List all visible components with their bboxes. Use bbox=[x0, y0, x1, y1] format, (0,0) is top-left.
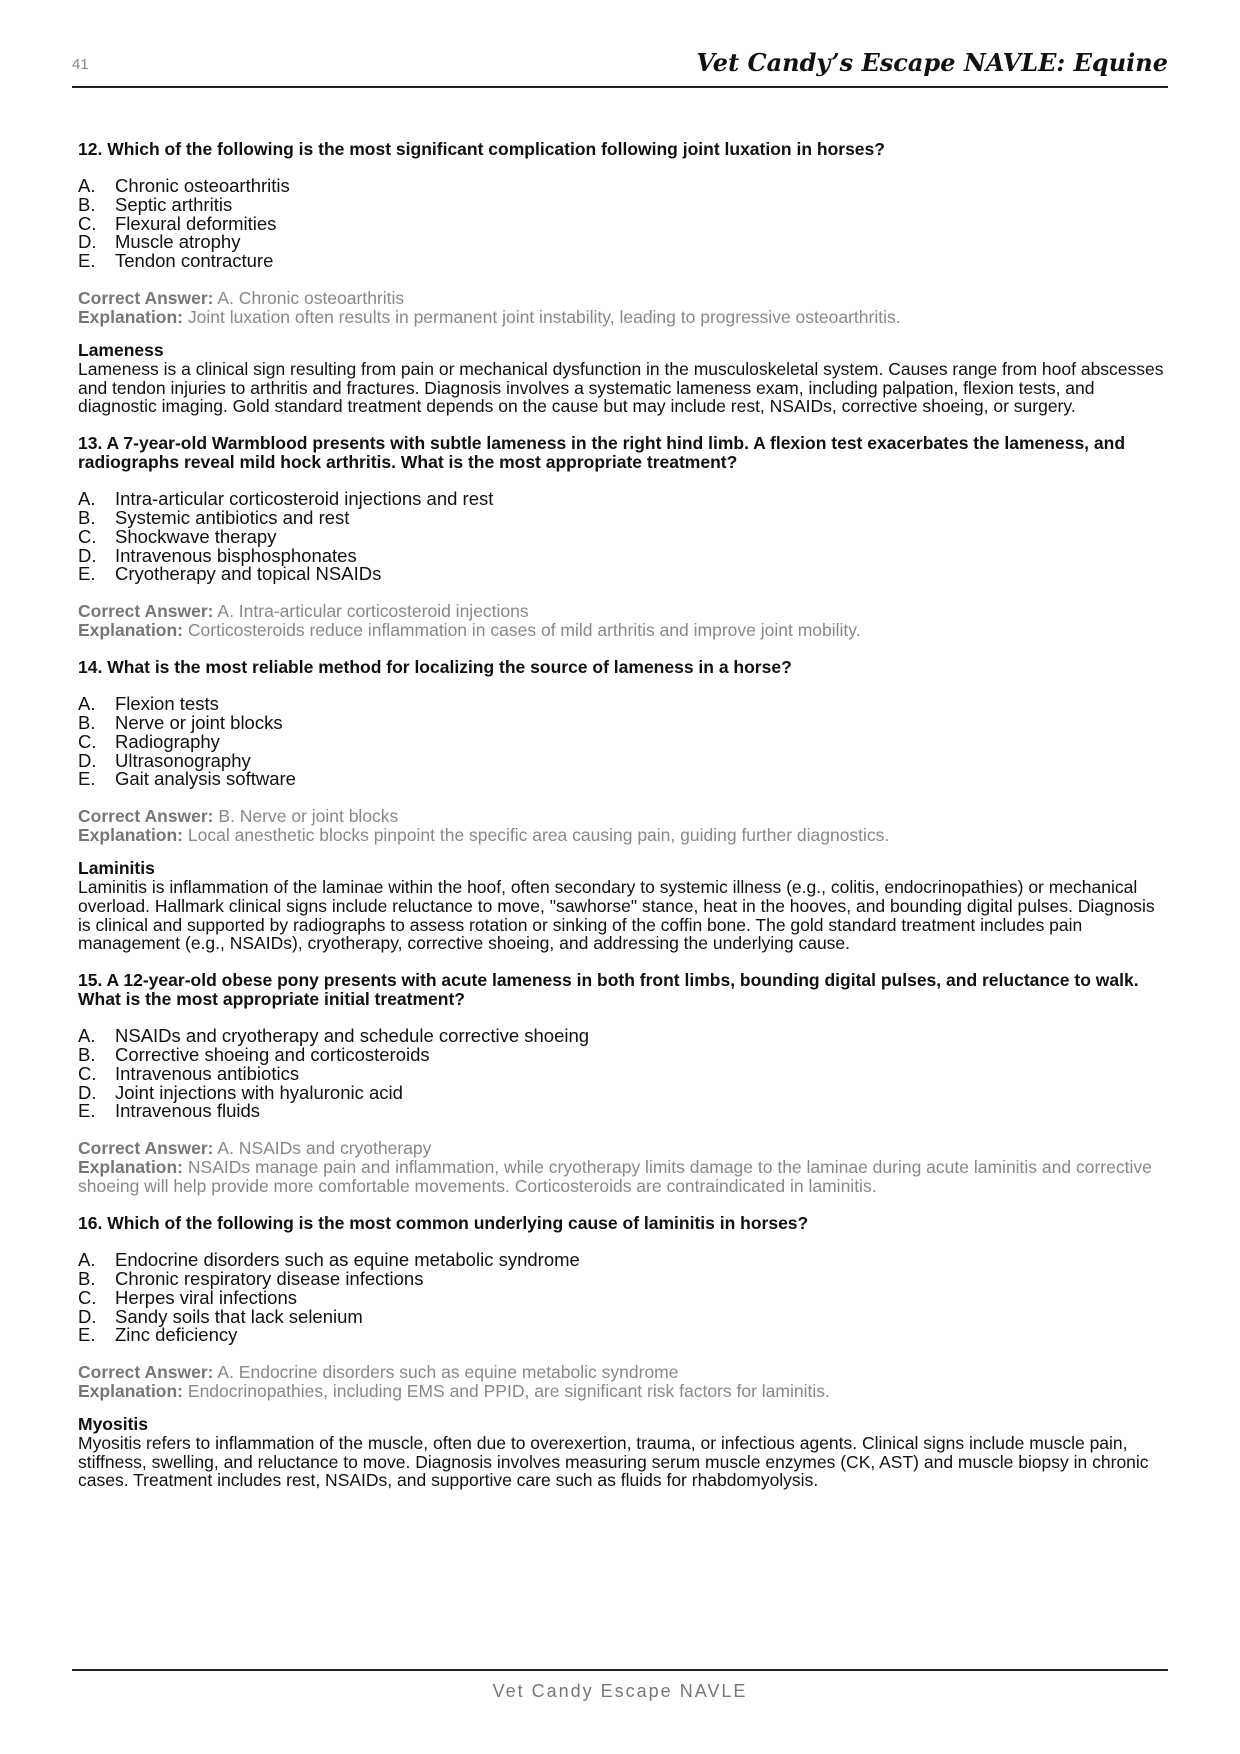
answer-16: Correct Answer: A. Endocrine disorders such as equine metabolic syndrome Explanation: Endocrinopathies, including EMS and PPID, are significant risk factors for laminitis. bbox=[78, 1362, 830, 1402]
answer-12: Correct Answer: A. Chronic osteoarthritis Explanation: Joint luxation often results in permanent joint instability, leading to progressive osteoarthritis. bbox=[78, 287, 901, 327]
option: D. Sandy soils that lack selenium bbox=[78, 1305, 363, 1327]
option: E. Cryotherapy and topical NSAIDs bbox=[78, 563, 382, 585]
option: B. Systemic antibiotics and rest bbox=[78, 506, 350, 528]
options-16 bbox=[78, 1251, 1168, 1345]
topic-lameness bbox=[78, 341, 1168, 416]
page-content bbox=[78, 140, 1168, 1508]
answer-15: Correct Answer: A. NSAIDs and cryotherapy Explanation: NSAIDs manage pain and inflammation, while cryotherapy limits damage to the laminae during acute laminitis and corrective shoeing will help provide more comfortable movements. Corticosteroids are contraindicated in laminitis. bbox=[78, 1138, 1152, 1197]
topic-text: Laminitis is inflammation of the laminae within the hoof, often secondary to systemic illness (e.g., colitis, endocrinopathies) or mechanical overload. Hallmark clinical signs include reluctance to move, "sawhorse" stance, heat in the hooves, and bounding digital pulses. Diagnosis is clinical and supported by radiographs to assess rotation or sinking of the coffin bone. The gold standard treatment includes pain management (e.g., NSAIDs), cryotherapy, corrective shoeing, and addressing the underlying cause. bbox=[78, 876, 1155, 954]
page-footer bbox=[72, 1669, 1168, 1702]
page-header bbox=[72, 48, 1168, 88]
topic-text: Lameness is a clinical sign resulting from pain or mechanical dysfunction in the musculoskeletal system. Causes range from hoof abscesses and tendon injuries to arthritis and fractures. Diagnosis involves a systematic lameness exam, including palpation, flexion tests, and diagnostic imaging. Gold standard treatment depends on the cause but may include rest, NSAIDs, corrective shoeing, or surgery. bbox=[78, 358, 1164, 417]
option: E. Gait analysis software bbox=[78, 768, 296, 790]
option: B. Chronic respiratory disease infections bbox=[78, 1267, 424, 1289]
option: C. Intravenous antibiotics bbox=[78, 1062, 300, 1084]
option: A. Flexion tests bbox=[78, 693, 219, 715]
topic-laminitis bbox=[78, 859, 1168, 953]
topic-text: Myositis refers to inflammation of the muscle, often due to overexertion, trauma, or infectious agents. Clinical signs include muscle pain, stiffness, swelling, and reluctance to move. Diagnosis involves measuring serum muscle enzymes (CK, AST) and muscle biopsy in chronic cases. Treatment includes rest, NSAIDs, and supportive care such as fluids for rhabdomyolysis. bbox=[78, 1432, 1149, 1491]
question-15: 15. A 12-year-old obese pony presents with acute lameness in both front limbs, bounding digital pulses, and reluctance to walk. What is the most appropriate initial treatment? bbox=[78, 970, 1139, 1010]
option: C. Shockwave therapy bbox=[78, 525, 277, 547]
options-15 bbox=[78, 1027, 1168, 1121]
question-16: 16. Which of the following is the most common underlying cause of laminitis in horses? bbox=[78, 1213, 809, 1234]
option: E. Tendon contracture bbox=[78, 250, 274, 272]
options-13 bbox=[78, 490, 1168, 584]
topic-title: Laminitis bbox=[78, 858, 155, 879]
book-title: Vet Candy’s Escape NAVLE: Equine bbox=[696, 48, 1168, 77]
footer-text: Vet Candy Escape NAVLE bbox=[492, 1681, 748, 1701]
answer-13: Correct Answer: A. Intra-articular corticosteroid injections Explanation: Corticosteroids reduce inflammation in cases of mild arthritis and improve joint mobility. bbox=[78, 601, 861, 641]
option: A. Chronic osteoarthritis bbox=[78, 175, 290, 196]
options-14 bbox=[78, 695, 1168, 789]
option: C. Herpes viral infections bbox=[78, 1286, 297, 1308]
option: E. Intravenous fluids bbox=[78, 1100, 261, 1122]
option: B. Corrective shoeing and corticosteroids bbox=[78, 1043, 430, 1065]
option: C. Radiography bbox=[78, 730, 220, 752]
option: D. Joint injections with hyaluronic acid bbox=[78, 1081, 403, 1103]
option: A. Endocrine disorders such as equine metabolic syndrome bbox=[78, 1249, 580, 1271]
option: D. Muscle atrophy bbox=[78, 231, 241, 253]
option: C. Flexural deformities bbox=[78, 212, 277, 234]
topic-myositis bbox=[78, 1415, 1168, 1490]
answer-14: Correct Answer: B. Nerve or joint blocks Explanation: Local anesthetic blocks pinpoint the specific area causing pain, guiding further diagnostics. bbox=[78, 806, 890, 846]
option: D. Intravenous bisphosphonates bbox=[78, 544, 357, 566]
option: B. Septic arthritis bbox=[78, 193, 233, 215]
option: B. Nerve or joint blocks bbox=[78, 711, 283, 733]
option: A. NSAIDs and cryotherapy and schedule corrective shoeing bbox=[78, 1025, 590, 1047]
option: D. Ultrasonography bbox=[78, 749, 251, 771]
topic-title: Myositis bbox=[78, 1414, 149, 1435]
topic-title: Lameness bbox=[78, 339, 164, 360]
question-14: 14. What is the most reliable method for localizing the source of lameness in a horse? bbox=[78, 657, 792, 678]
question-12: 12. Which of the following is the most significant complication following joint luxation in horses? bbox=[78, 139, 885, 159]
option: E. Zinc deficiency bbox=[78, 1324, 238, 1346]
page-number: 41 bbox=[72, 56, 89, 73]
question-13: 13. A 7-year-old Warmblood presents with subtle lameness in the right hind limb. A flexion test exacerbates the lameness, and radiographs reveal mild hock arthritis. What is the most appropriate treatment? bbox=[78, 433, 1126, 473]
options-12 bbox=[78, 177, 1168, 271]
option: A. Intra-articular corticosteroid injections and rest bbox=[78, 488, 494, 510]
